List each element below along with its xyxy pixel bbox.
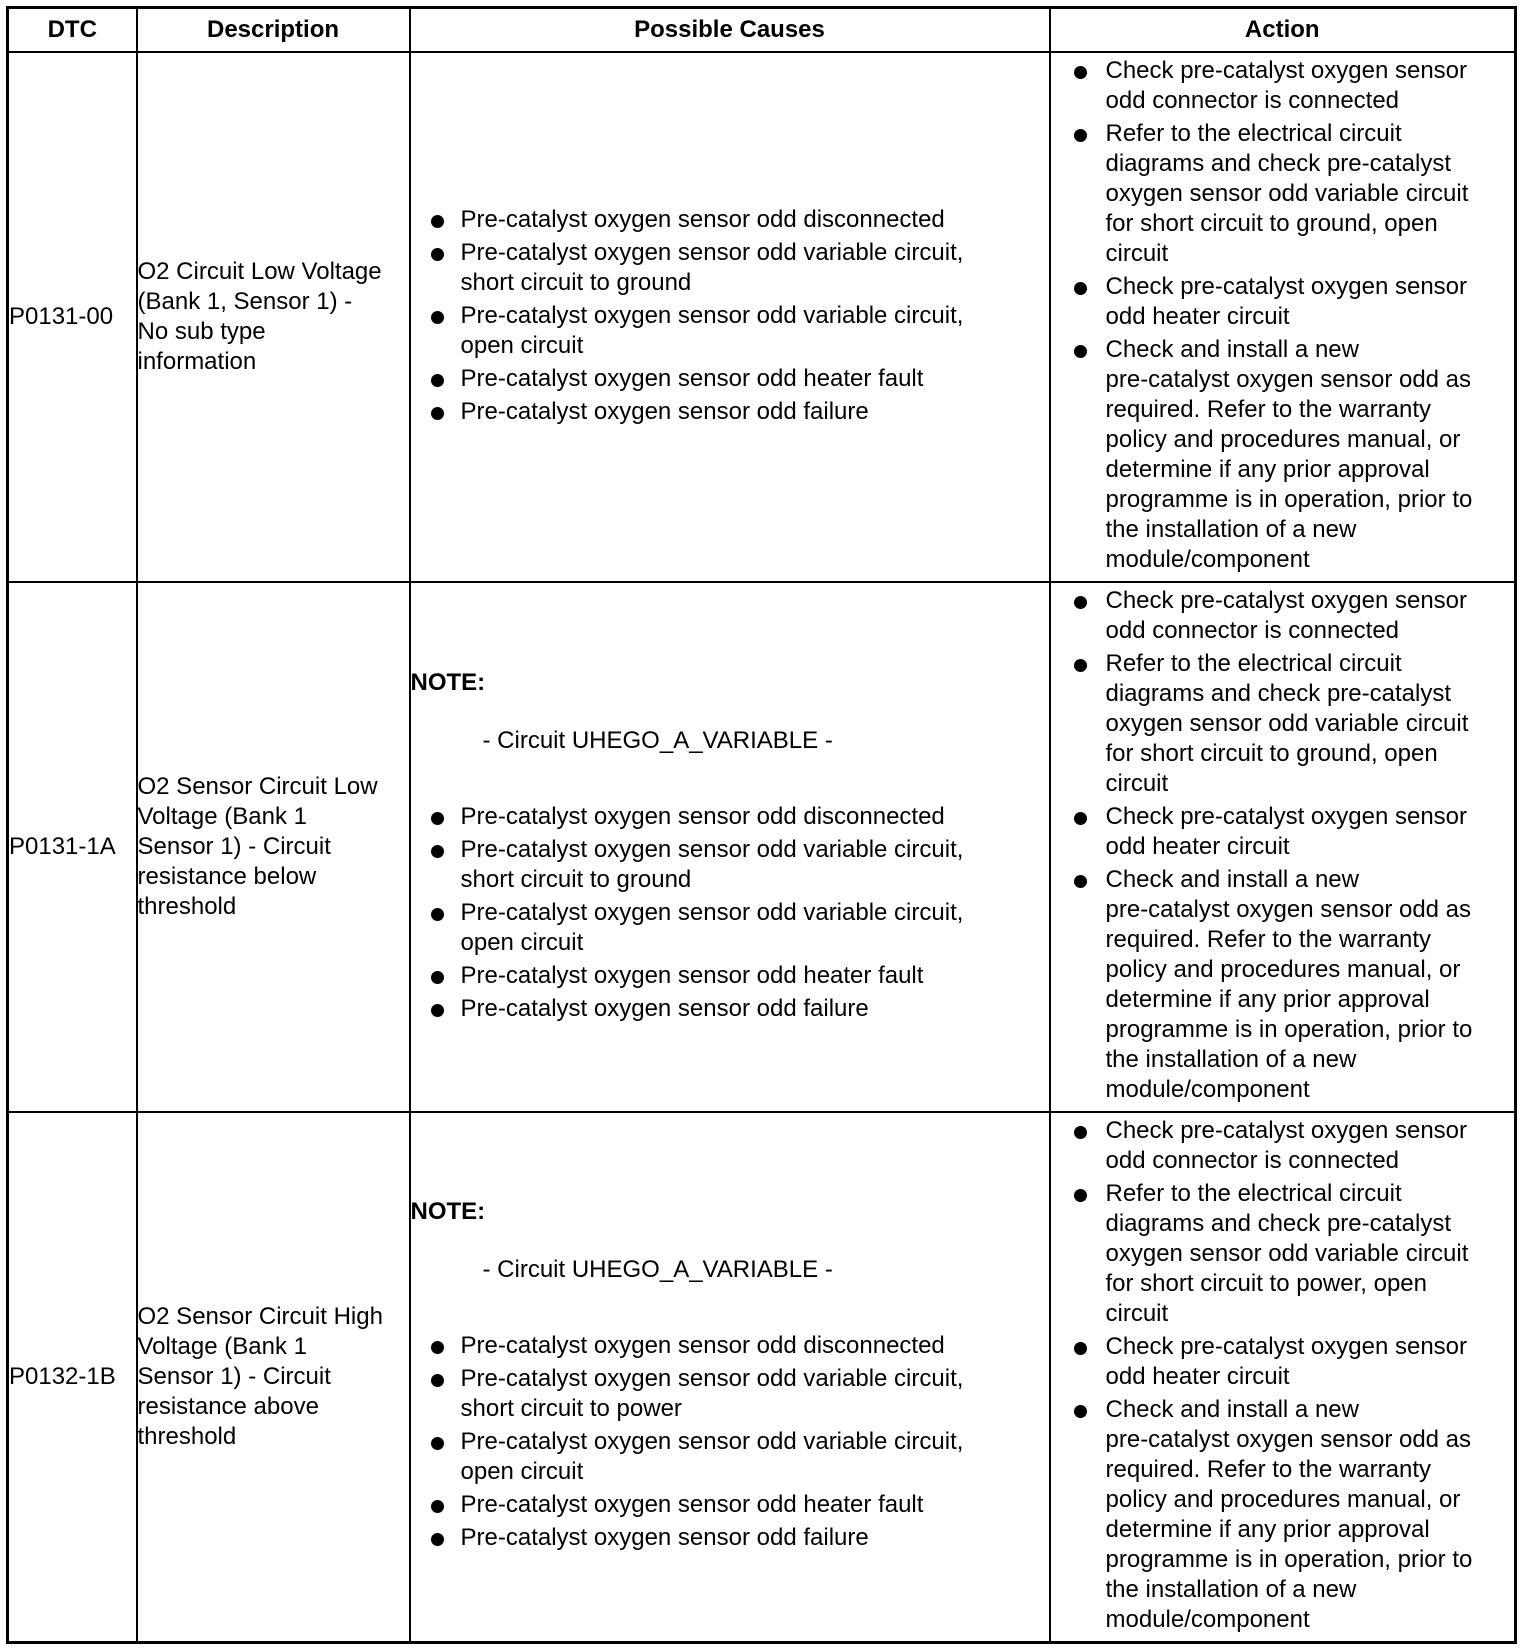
bullet-icon bbox=[431, 248, 444, 261]
bullet-icon bbox=[1074, 66, 1087, 79]
list-item bbox=[1051, 1116, 1515, 1176]
description-line: (Bank 1, Sensor 1) - bbox=[137, 288, 353, 315]
action-line: odd heater circuit bbox=[1105, 1362, 1290, 1390]
action bbox=[1050, 582, 1516, 1112]
cause-line: Pre-catalyst oxygen sensor odd failure bbox=[460, 1524, 869, 1552]
description-line: O2 Sensor Circuit Low bbox=[137, 773, 378, 800]
list-item bbox=[1051, 586, 1515, 646]
table-row bbox=[8, 582, 1516, 1112]
list-item bbox=[411, 898, 1049, 958]
action-line: Check and install a new bbox=[1105, 336, 1359, 363]
description-line: No sub type bbox=[137, 318, 266, 345]
action-line: pre-catalyst oxygen sensor odd as bbox=[1105, 896, 1472, 923]
bullet-icon bbox=[1074, 129, 1087, 142]
possible-causes bbox=[410, 1112, 1050, 1642]
list-item bbox=[411, 1523, 1049, 1553]
list-item bbox=[411, 205, 1049, 235]
list-item bbox=[411, 802, 1049, 832]
action-line: circuit bbox=[1105, 1299, 1169, 1327]
cause-line: short circuit to power bbox=[460, 1395, 682, 1423]
cause-line: Pre-catalyst oxygen sensor odd variable circuit, bbox=[460, 238, 964, 266]
action-line: odd connector is connected bbox=[1105, 617, 1400, 644]
dtc-description bbox=[137, 1112, 410, 1642]
causes-list bbox=[411, 802, 1049, 1024]
bullet-icon bbox=[1074, 875, 1087, 888]
action-line: odd heater circuit bbox=[1105, 303, 1290, 330]
bullet-icon bbox=[431, 1500, 444, 1513]
list-item bbox=[411, 397, 1049, 427]
action-line: pre-catalyst oxygen sensor odd as bbox=[1105, 366, 1472, 393]
bullet-icon bbox=[431, 812, 444, 825]
description-line: information bbox=[137, 348, 257, 375]
action-line: diagrams and check pre-catalyst bbox=[1105, 150, 1451, 177]
action-line: programme is in operation, prior to bbox=[1105, 1545, 1473, 1573]
list-item bbox=[411, 1490, 1049, 1520]
description-line: Voltage (Bank 1 bbox=[137, 1332, 307, 1360]
cause-line: Pre-catalyst oxygen sensor odd heater fault bbox=[460, 1491, 924, 1519]
bullet-icon bbox=[431, 1533, 444, 1546]
action-line: Refer to the electrical circuit bbox=[1105, 120, 1402, 147]
action-line: Check and install a new bbox=[1105, 1395, 1359, 1423]
action-line: for short circuit to ground, open bbox=[1105, 740, 1438, 767]
bullet-icon bbox=[1074, 659, 1087, 672]
action-line: oxygen sensor odd variable circuit bbox=[1105, 180, 1469, 207]
action-line: Check pre-catalyst oxygen sensor bbox=[1105, 57, 1467, 84]
cause-line: Pre-catalyst oxygen sensor odd variable circuit, bbox=[460, 1428, 964, 1456]
dtc-code: P0131-1A bbox=[8, 582, 137, 1112]
action-line: Refer to the electrical circuit bbox=[1105, 1179, 1402, 1207]
action-line: the installation of a new bbox=[1105, 1575, 1357, 1603]
action-line: diagrams and check pre-catalyst bbox=[1105, 680, 1451, 707]
list-item bbox=[1051, 335, 1515, 575]
bullet-icon bbox=[1074, 1126, 1087, 1139]
bullet-icon bbox=[431, 407, 444, 420]
list-item bbox=[1051, 1179, 1515, 1329]
action-line: determine if any prior approval bbox=[1105, 1515, 1430, 1543]
note-label: NOTE: bbox=[410, 1198, 486, 1226]
bullet-icon bbox=[431, 971, 444, 984]
cause-line: Pre-catalyst oxygen sensor odd failure bbox=[460, 994, 869, 1022]
dtc-description bbox=[137, 52, 410, 582]
list-item bbox=[1051, 865, 1515, 1105]
action-line: module/component bbox=[1105, 546, 1310, 573]
table-header-row bbox=[8, 8, 1516, 53]
bullet-icon bbox=[1074, 345, 1087, 358]
list-item bbox=[1051, 649, 1515, 799]
list-item bbox=[411, 835, 1049, 895]
bullet-icon bbox=[431, 908, 444, 921]
header-action: Action bbox=[1050, 8, 1516, 53]
action-line: Check pre-catalyst oxygen sensor bbox=[1105, 587, 1467, 614]
list-item bbox=[1051, 272, 1515, 332]
dtc-code: P0131-00 bbox=[8, 52, 137, 582]
action-line: module/component bbox=[1105, 1605, 1310, 1633]
bullet-icon bbox=[431, 1437, 444, 1450]
cause-line: Pre-catalyst oxygen sensor odd variable circuit, bbox=[460, 301, 964, 329]
bullet-icon bbox=[431, 374, 444, 387]
cause-line: open circuit bbox=[460, 1458, 584, 1486]
table-row bbox=[8, 52, 1516, 582]
cause-line: Pre-catalyst oxygen sensor odd variable circuit, bbox=[460, 1365, 964, 1393]
action-line: Check pre-catalyst oxygen sensor bbox=[1105, 1116, 1467, 1144]
header-possible-causes: Possible Causes bbox=[410, 8, 1050, 53]
possible-causes bbox=[410, 582, 1050, 1112]
cause-line: Pre-catalyst oxygen sensor odd heater fault bbox=[460, 961, 924, 989]
list-item bbox=[411, 238, 1049, 298]
bullet-icon bbox=[1074, 1189, 1087, 1202]
action bbox=[1050, 52, 1516, 582]
action-line: required. Refer to the warranty bbox=[1105, 926, 1431, 953]
description-line: Sensor 1) - Circuit bbox=[137, 1362, 331, 1390]
list-item bbox=[411, 1331, 1049, 1361]
action-line: oxygen sensor odd variable circuit bbox=[1105, 1239, 1469, 1267]
cause-line: Pre-catalyst oxygen sensor odd disconnected bbox=[460, 205, 945, 233]
action-list bbox=[1051, 586, 1515, 1105]
bullet-icon bbox=[431, 1374, 444, 1387]
action-line: required. Refer to the warranty bbox=[1105, 1455, 1431, 1483]
header-dtc: DTC bbox=[8, 8, 137, 53]
description-line: resistance above bbox=[137, 1392, 319, 1420]
bullet-icon bbox=[1074, 1405, 1087, 1418]
cause-line: Pre-catalyst oxygen sensor odd variable circuit, bbox=[460, 835, 964, 863]
action-line: policy and procedures manual, or bbox=[1105, 426, 1461, 453]
cause-line: Pre-catalyst oxygen sensor odd disconnected bbox=[460, 1332, 945, 1360]
list-item bbox=[411, 301, 1049, 361]
action-line: odd connector is connected bbox=[1105, 1146, 1400, 1174]
cause-line: short circuit to ground bbox=[460, 865, 692, 893]
action-line: programme is in operation, prior to bbox=[1105, 486, 1473, 513]
action-line: Check pre-catalyst oxygen sensor bbox=[1105, 273, 1467, 300]
list-item bbox=[1051, 1395, 1515, 1635]
note-circuit: - Circuit UHEGO_A_VARIABLE - bbox=[482, 726, 833, 754]
action-line: odd heater circuit bbox=[1105, 833, 1290, 860]
action-line: Check pre-catalyst oxygen sensor bbox=[1105, 1332, 1467, 1360]
action-line: for short circuit to power, open bbox=[1105, 1269, 1427, 1297]
cause-line: Pre-catalyst oxygen sensor odd disconnected bbox=[460, 802, 945, 830]
description-line: threshold bbox=[137, 1422, 237, 1450]
list-item bbox=[411, 961, 1049, 991]
action-line: the installation of a new bbox=[1105, 516, 1357, 543]
action-line: Check and install a new bbox=[1105, 866, 1359, 893]
action-line: policy and procedures manual, or bbox=[1105, 956, 1461, 983]
list-item bbox=[411, 364, 1049, 394]
list-item bbox=[411, 1427, 1049, 1487]
action-line: Refer to the electrical circuit bbox=[1105, 650, 1402, 677]
action-line: diagrams and check pre-catalyst bbox=[1105, 1209, 1451, 1237]
description-line: Sensor 1) - Circuit bbox=[137, 833, 331, 860]
cause-line: open circuit bbox=[460, 928, 584, 956]
action-line: for short circuit to ground, open bbox=[1105, 210, 1438, 237]
cause-line: short circuit to ground bbox=[460, 268, 692, 296]
bullet-icon bbox=[1074, 812, 1087, 825]
bullet-icon bbox=[431, 1004, 444, 1017]
list-item bbox=[411, 1364, 1049, 1424]
cause-line: Pre-catalyst oxygen sensor odd variable circuit, bbox=[460, 898, 964, 926]
list-item bbox=[1051, 1332, 1515, 1392]
table-row bbox=[8, 1112, 1516, 1642]
action-line: pre-catalyst oxygen sensor odd as bbox=[1105, 1425, 1472, 1453]
action-line: circuit bbox=[1105, 240, 1169, 267]
description-line: threshold bbox=[137, 893, 237, 920]
cause-line: Pre-catalyst oxygen sensor odd heater fault bbox=[460, 364, 924, 392]
list-item bbox=[1051, 56, 1515, 116]
list-item bbox=[1051, 802, 1515, 862]
causes-list bbox=[411, 1331, 1049, 1553]
cause-line: open circuit bbox=[460, 331, 584, 359]
description-line: O2 Circuit Low Voltage bbox=[137, 258, 382, 285]
action-list bbox=[1051, 56, 1515, 575]
action-line: programme is in operation, prior to bbox=[1105, 1016, 1473, 1043]
bullet-icon bbox=[1074, 1342, 1087, 1355]
list-item bbox=[411, 994, 1049, 1024]
dtc-code: P0132-1B bbox=[8, 1112, 137, 1642]
action-line: the installation of a new bbox=[1105, 1046, 1357, 1073]
bullet-icon bbox=[431, 845, 444, 858]
description-line: resistance below bbox=[137, 863, 317, 890]
note-circuit: - Circuit UHEGO_A_VARIABLE - bbox=[482, 1256, 833, 1284]
bullet-icon bbox=[431, 311, 444, 324]
action-line: oxygen sensor odd variable circuit bbox=[1105, 710, 1469, 737]
action-line: Check pre-catalyst oxygen sensor bbox=[1105, 803, 1467, 830]
description-line: O2 Sensor Circuit High bbox=[137, 1302, 383, 1330]
bullet-icon bbox=[431, 1341, 444, 1354]
action-line: determine if any prior approval bbox=[1105, 456, 1430, 483]
action-list bbox=[1051, 1116, 1515, 1635]
action-line: module/component bbox=[1105, 1076, 1310, 1103]
possible-causes bbox=[410, 52, 1050, 582]
action-line: circuit bbox=[1105, 770, 1169, 797]
table-body bbox=[8, 52, 1516, 1642]
header-description: Description bbox=[137, 8, 410, 53]
bullet-icon bbox=[431, 215, 444, 228]
cause-line: Pre-catalyst oxygen sensor odd failure bbox=[460, 397, 869, 425]
action-line: odd connector is connected bbox=[1105, 87, 1400, 114]
bullet-icon bbox=[1074, 282, 1087, 295]
action-line: required. Refer to the warranty bbox=[1105, 396, 1431, 423]
action-line: determine if any prior approval bbox=[1105, 986, 1430, 1013]
list-item bbox=[1051, 119, 1515, 269]
dtc-table bbox=[6, 6, 1517, 1644]
description-line: Voltage (Bank 1 bbox=[137, 803, 307, 830]
bullet-icon bbox=[1074, 596, 1087, 609]
action-line: policy and procedures manual, or bbox=[1105, 1485, 1461, 1513]
note-label: NOTE: bbox=[410, 668, 486, 696]
causes-list bbox=[411, 205, 1049, 427]
dtc-description bbox=[137, 582, 410, 1112]
action bbox=[1050, 1112, 1516, 1642]
